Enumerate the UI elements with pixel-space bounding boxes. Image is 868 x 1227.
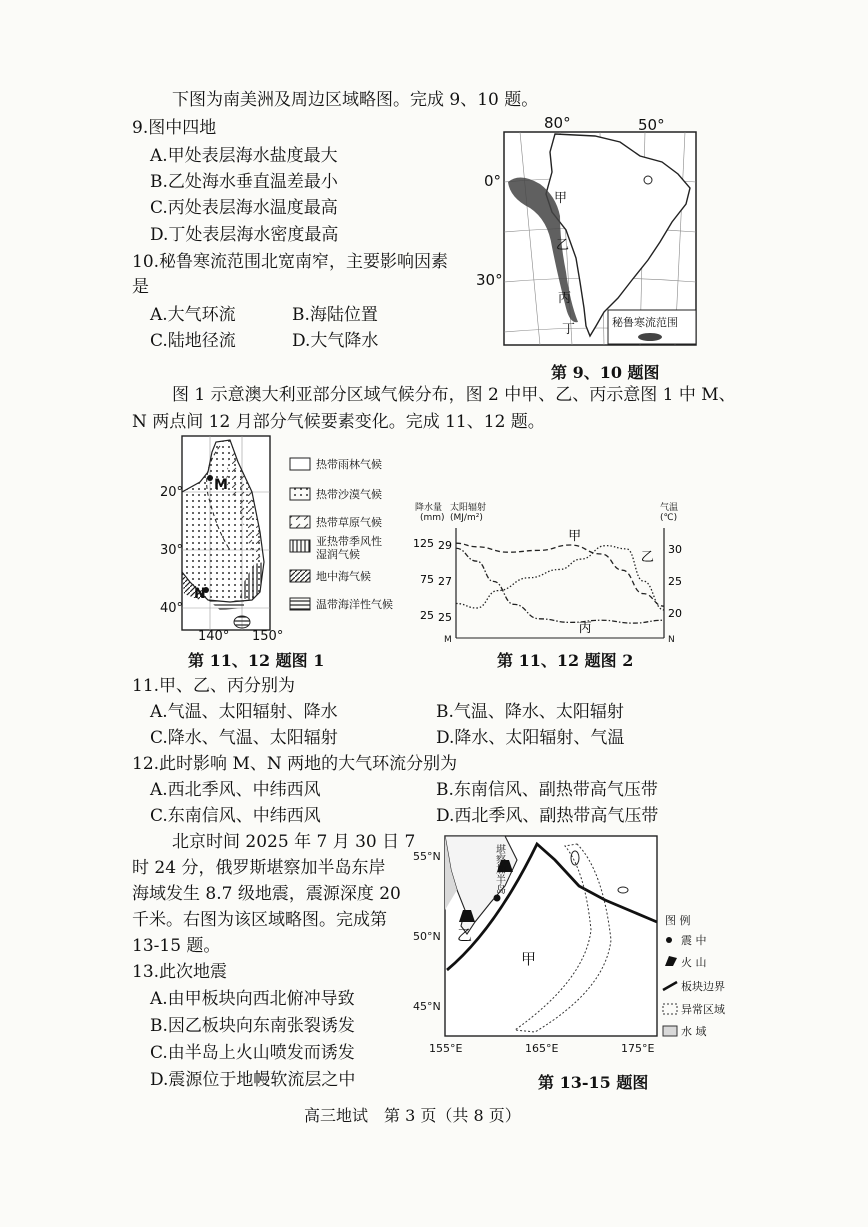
- place-jia: 甲: [554, 191, 568, 206]
- series-label-1: 乙: [640, 549, 654, 565]
- precip-tick: 25: [420, 609, 434, 623]
- q11-option-b: B.气温、降水、太阳辐射: [436, 702, 624, 722]
- legend-volcano: 火 山: [681, 956, 707, 969]
- fig-11-12-1-caption: 第 11、12 题图 1: [188, 651, 325, 670]
- x-end-label: N: [668, 635, 675, 645]
- solar-tick: 29: [438, 539, 452, 552]
- point-n: N: [194, 586, 206, 602]
- legend-rainforest: 热带雨林气候: [316, 458, 382, 471]
- q13-option-d: D.震源位于地幔软流层之中: [150, 1070, 356, 1090]
- q11-option-d: D.降水、太阳辐射、气温: [436, 728, 625, 748]
- q9-option-a: A.甲处表层海水盐度最大: [150, 146, 338, 166]
- solar-tick: 25: [438, 611, 452, 624]
- lon-50: 50°: [638, 116, 665, 134]
- plate-jia: 甲: [521, 950, 537, 968]
- axis-precip-title: 降水量: [415, 503, 443, 513]
- legend-water: 水 域: [681, 1025, 707, 1038]
- q11-stem: 11.甲、乙、丙分别为: [132, 676, 296, 696]
- fig-13-15-caption: 第 13-15 题图: [538, 1073, 649, 1092]
- lon-175e: 175°E: [621, 1042, 655, 1055]
- q9-stem: 9.图中四地: [132, 118, 217, 138]
- q10-stem: 10.秘鲁寒流范围北宽南窄，主要影响因素: [132, 252, 449, 272]
- intro-9-10: 下图为南美洲及周边区域略图。完成 9、10 题。: [172, 90, 539, 110]
- intro-13-15-line5: 13-15 题。: [132, 936, 221, 956]
- legend-desert: 热带沙漠气候: [316, 488, 382, 501]
- legend-boundary: 板块边界: [681, 980, 725, 993]
- legend-savanna: 热带草原气候: [316, 516, 382, 529]
- lat-0: 0°: [484, 172, 502, 190]
- lat-55n: 55°N: [413, 850, 441, 863]
- q12-stem: 12.此时影响 M、N 两地的大气环流分别为: [132, 754, 458, 774]
- axis-solar-unit: (MJ/m²): [450, 513, 483, 523]
- lon-155e: 155°E: [429, 1042, 463, 1055]
- precip-tick: 125: [413, 537, 434, 551]
- q9-option-c: C.丙处表层海水温度最高: [150, 198, 338, 218]
- q13-stem: 13.此次地震: [132, 962, 228, 982]
- lat-50n: 50°N: [413, 930, 441, 943]
- australia-climate-map: [160, 432, 400, 642]
- q12-option-a: A.西北季风、中纬西风: [150, 780, 321, 800]
- series-label-0: 甲: [568, 529, 582, 545]
- q11-option-c: C.降水、气温、太阳辐射: [150, 728, 338, 748]
- intro-13-15-line4: 千米。右图为该区域略图。完成第: [132, 910, 387, 930]
- q13-option-a: A.由甲板块向西北俯冲导致: [150, 989, 355, 1009]
- lon-165e: 165°E: [525, 1042, 559, 1055]
- q13-option-b: B.因乙板块向东南张裂诱发: [150, 1016, 355, 1036]
- fig-9-10-caption: 第 9、10 题图: [551, 363, 660, 382]
- series-label-2: 丙: [578, 620, 592, 636]
- lat-30: 30°: [476, 271, 503, 289]
- intro-11-12-line2: N 两点间 12 月部分气候要素变化。完成 11、12 题。: [132, 412, 545, 432]
- intro-13-15-line3: 海域发生 8.7 级地震，震源深度 20: [132, 884, 401, 904]
- q10-stem-cont: 是: [132, 277, 149, 297]
- place-yi: 乙: [556, 238, 570, 253]
- temp-tick: 30: [668, 542, 682, 556]
- intro-13-15-line1: 北京时间 2025 年 7 月 30 日 7: [172, 832, 416, 852]
- page-footer: 高三地试 第 3 页（共 8 页）: [304, 1106, 521, 1125]
- axis-temp-title: 气温: [660, 503, 679, 513]
- axis-solar-title: 太阳辐射: [450, 503, 487, 513]
- series-line-1: [456, 546, 664, 610]
- series-line-2: [456, 548, 664, 623]
- q12-option-b: B.东南信风、副热带高气压带: [436, 780, 658, 800]
- legend-subtropical-2: 湿润气候: [316, 548, 360, 561]
- solar-tick: 27: [438, 575, 452, 588]
- kamchatka-map: [405, 830, 725, 1060]
- q10-option-b: B.海陆位置: [292, 305, 378, 325]
- legend-subtropical-1: 亚热带季风性: [316, 535, 382, 548]
- plate-yi: 乙: [457, 926, 473, 944]
- peninsula-label: 堪察加半岛: [493, 844, 505, 894]
- lat-40: 40°: [160, 601, 184, 616]
- axis-precip-unit: (mm): [420, 513, 445, 523]
- intro-11-12-line1: 图 1 示意澳大利亚部分区域气候分布，图 2 中甲、乙、丙示意图 1 中 M、: [172, 385, 736, 405]
- q9-option-b: B.乙处海水垂直温差最小: [150, 172, 338, 192]
- legend-anomaly: 异常区域: [681, 1003, 725, 1016]
- lat-30: 30°: [160, 543, 184, 558]
- lon-80: 80°: [544, 114, 571, 132]
- q12-option-c: C.东南信风、中纬西风: [150, 806, 321, 826]
- point-m: M: [214, 477, 228, 493]
- legend-title: 图 例: [665, 914, 691, 927]
- x-start-label: M: [444, 635, 452, 645]
- legend-mediterranean: 地中海气候: [316, 570, 371, 583]
- q12-option-d: D.西北季风、副热带高气压带: [436, 806, 659, 826]
- legend-oceanic: 温带海洋性气候: [316, 598, 393, 611]
- lat-45n: 45°N: [413, 1000, 441, 1013]
- temp-tick: 25: [668, 575, 682, 588]
- peru-current-legend: 秘鲁寒流范围: [612, 316, 678, 329]
- place-ding: 丁: [562, 322, 576, 337]
- q13-option-c: C.由半岛上火山喷发而诱发: [150, 1043, 355, 1063]
- axis-temp-unit: (℃): [660, 513, 678, 523]
- lon-140: 140°: [198, 629, 230, 644]
- q10-option-d: D.大气降水: [292, 331, 379, 351]
- intro-13-15-line2: 时 24 分，俄罗斯堪察加半岛东岸: [132, 858, 386, 878]
- legend-epicenter: 震 中: [681, 934, 707, 947]
- q10-option-a: A.大气环流: [150, 305, 236, 325]
- precip-tick: 75: [420, 573, 434, 587]
- q10-option-c: C.陆地径流: [150, 331, 236, 351]
- q11-option-a: A.气温、太阳辐射、降水: [150, 702, 338, 722]
- lon-150: 150°: [252, 629, 284, 644]
- fig-11-12-2-caption: 第 11、12 题图 2: [497, 651, 634, 670]
- place-bing: 丙: [558, 291, 572, 306]
- climate-elements-chart: [410, 500, 700, 650]
- temp-tick: 20: [668, 607, 682, 621]
- lat-20: 20°: [160, 485, 184, 500]
- q9-option-d: D.丁处表层海水密度最高: [150, 225, 339, 245]
